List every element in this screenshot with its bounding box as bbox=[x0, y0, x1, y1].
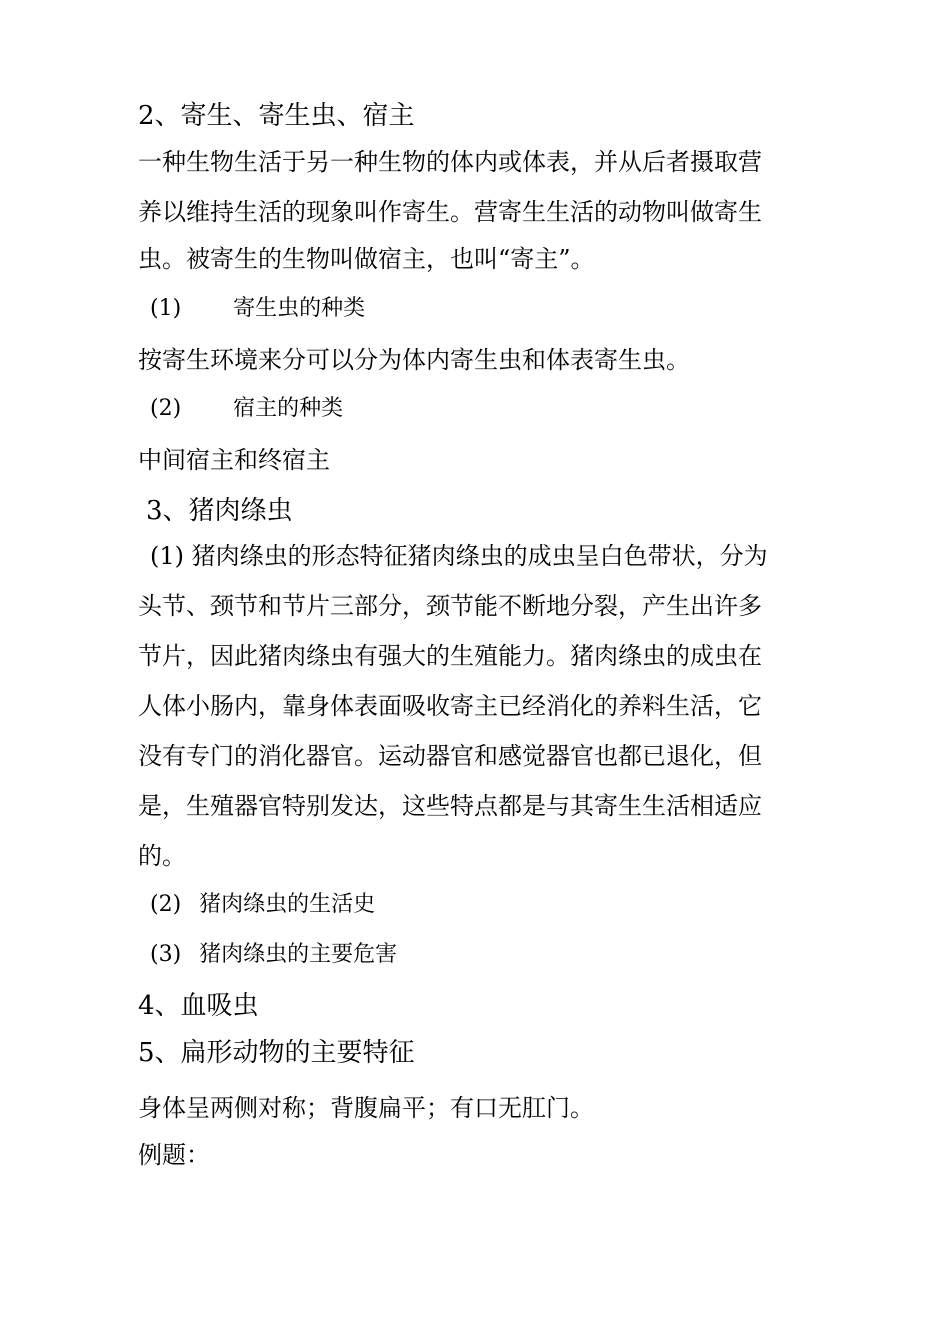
section-2-item-2-text: 中间宿主和终宿主 bbox=[138, 446, 330, 474]
section-5-text: 身体呈两侧对称；背腹扁平；有口无肛门。 bbox=[138, 1094, 594, 1122]
section-3-item-2-label: 猪肉绦虫的生活史 bbox=[199, 892, 376, 917]
section-2-item-1-label: 寄生虫的种类 bbox=[233, 296, 366, 321]
section-5-heading: 5、扁形动物的主要特征 bbox=[138, 1038, 415, 1068]
section-3-paragraph-line-4: 人体小肠内，靠身体表面吸收寄主已经消化的养料生活，它 bbox=[138, 692, 762, 720]
section-3-item-2 bbox=[150, 894, 840, 916]
section-3-item-3-label: 猪肉绦虫的主要危害 bbox=[199, 942, 398, 967]
section-2-paragraph-line-2: 养以维持生活的现象叫作寄生。营寄生生活的动物叫做寄生 bbox=[138, 198, 762, 226]
section-2-item-1 bbox=[150, 298, 840, 320]
section-2-paragraph-line-1: 一种生物生活于另一种生物的体内或体表，并从后者摄取营 bbox=[138, 148, 762, 176]
section-2-item-1-number: (1) bbox=[150, 296, 182, 321]
section-3-paragraph-line-1: (1) 猪肉绦虫的形态特征猪肉绦虫的成虫呈白色带状，分为 bbox=[150, 542, 768, 570]
section-4-heading: 4、血吸虫 bbox=[138, 991, 259, 1021]
section-3-paragraph-line-5: 没有专门的消化器官。运动器官和感觉器官也都已退化，但 bbox=[138, 742, 762, 770]
section-2-item-1-text: 按寄生环境来分可以分为体内寄生虫和体表寄生虫。 bbox=[138, 346, 690, 374]
section-3-paragraph-line-3: 节片，因此猪肉绦虫有强大的生殖能力。猪肉绦虫的成虫在 bbox=[138, 642, 762, 670]
example-label: 例题： bbox=[138, 1141, 210, 1169]
section-2-item-2-label: 宿主的种类 bbox=[233, 396, 344, 421]
section-3-paragraph-line-6: 是，生殖器官特别发达，这些特点都是与其寄生生活相适应 bbox=[138, 792, 762, 820]
section-3-item-3 bbox=[150, 944, 840, 966]
section-3-heading: 3、猪肉绦虫 bbox=[146, 496, 293, 526]
section-3-item-2-number: (2) bbox=[150, 892, 182, 917]
section-3-item-3-number: (3) bbox=[150, 942, 182, 967]
section-2-paragraph-line-3: 虫。被寄生的生物叫做宿主，也叫“寄主”。 bbox=[138, 245, 595, 273]
section-3-paragraph-line-2: 头节、颈节和节片三部分，颈节能不断地分裂，产生出许多 bbox=[138, 592, 762, 620]
section-3-paragraph-line-7: 的。 bbox=[138, 842, 186, 870]
section-2-heading: 2、寄生、寄生虫、宿主 bbox=[138, 101, 415, 131]
section-2-item-2 bbox=[150, 398, 840, 420]
section-2-item-2-number: (2) bbox=[150, 396, 182, 421]
